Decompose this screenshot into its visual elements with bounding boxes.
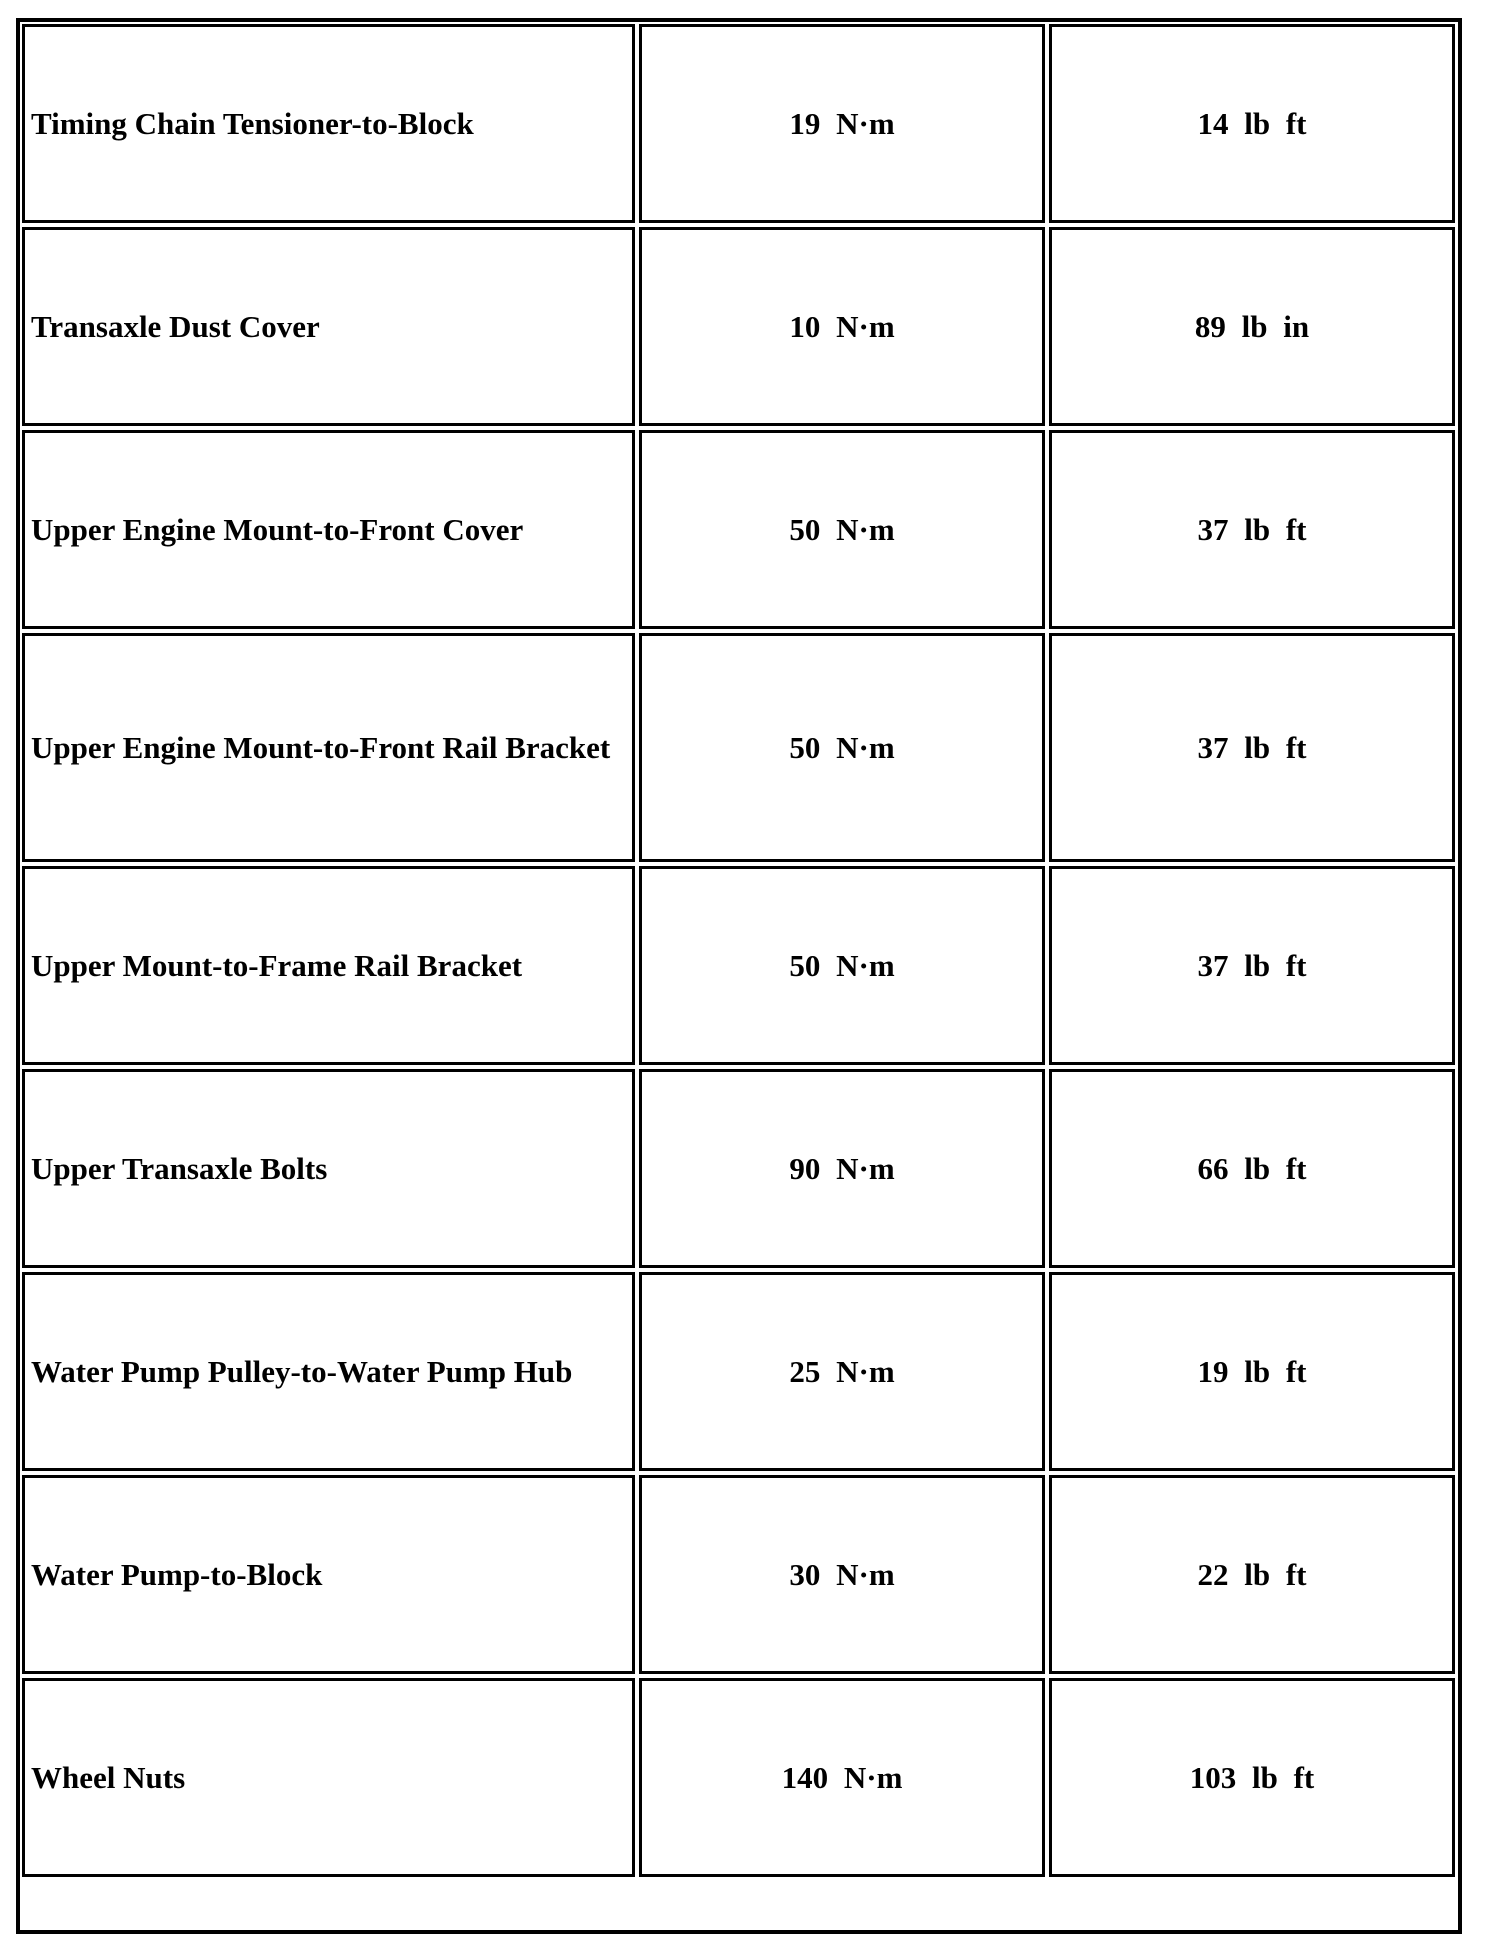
metric-torque-cell: 140 N·m [639,1678,1045,1877]
metric-torque-cell: 30 N·m [639,1475,1045,1674]
fastener-name-cell: Timing Chain Tensioner-to-Block [22,24,635,223]
metric-torque-cell: 25 N·m [639,1272,1045,1471]
english-torque-cell: 103 lb ft [1049,1678,1455,1877]
english-torque-cell: 19 lb ft [1049,1272,1455,1471]
metric-torque-cell: 90 N·m [639,1069,1045,1268]
metric-torque-cell: 10 N·m [639,227,1045,426]
english-torque-cell: 37 lb ft [1049,633,1455,862]
torque-spec-table [16,18,1462,1934]
fastener-name-cell: Transaxle Dust Cover [22,227,635,426]
english-torque-cell: 14 lb ft [1049,24,1455,223]
fastener-name-cell: Water Pump-to-Block [22,1475,635,1674]
metric-torque-cell: 50 N·m [639,430,1045,629]
fastener-name-cell: Water Pump Pulley-to-Water Pump Hub [22,1272,635,1471]
english-torque-cell: 22 lb ft [1049,1475,1455,1674]
metric-torque-cell: 19 N·m [639,24,1045,223]
metric-torque-cell: 50 N·m [639,633,1045,862]
fastener-name-cell: Upper Engine Mount-to-Front Rail Bracket [22,633,635,862]
fastener-name-cell: Upper Engine Mount-to-Front Cover [22,430,635,629]
fastener-name-cell: Wheel Nuts [22,1678,635,1877]
fastener-name-cell: Upper Transaxle Bolts [22,1069,635,1268]
metric-torque-cell: 50 N·m [639,866,1045,1065]
english-torque-cell: 66 lb ft [1049,1069,1455,1268]
english-torque-cell: 89 lb in [1049,227,1455,426]
fastener-name-cell: Upper Mount-to-Frame Rail Bracket [22,866,635,1065]
english-torque-cell: 37 lb ft [1049,430,1455,629]
english-torque-cell: 37 lb ft [1049,866,1455,1065]
